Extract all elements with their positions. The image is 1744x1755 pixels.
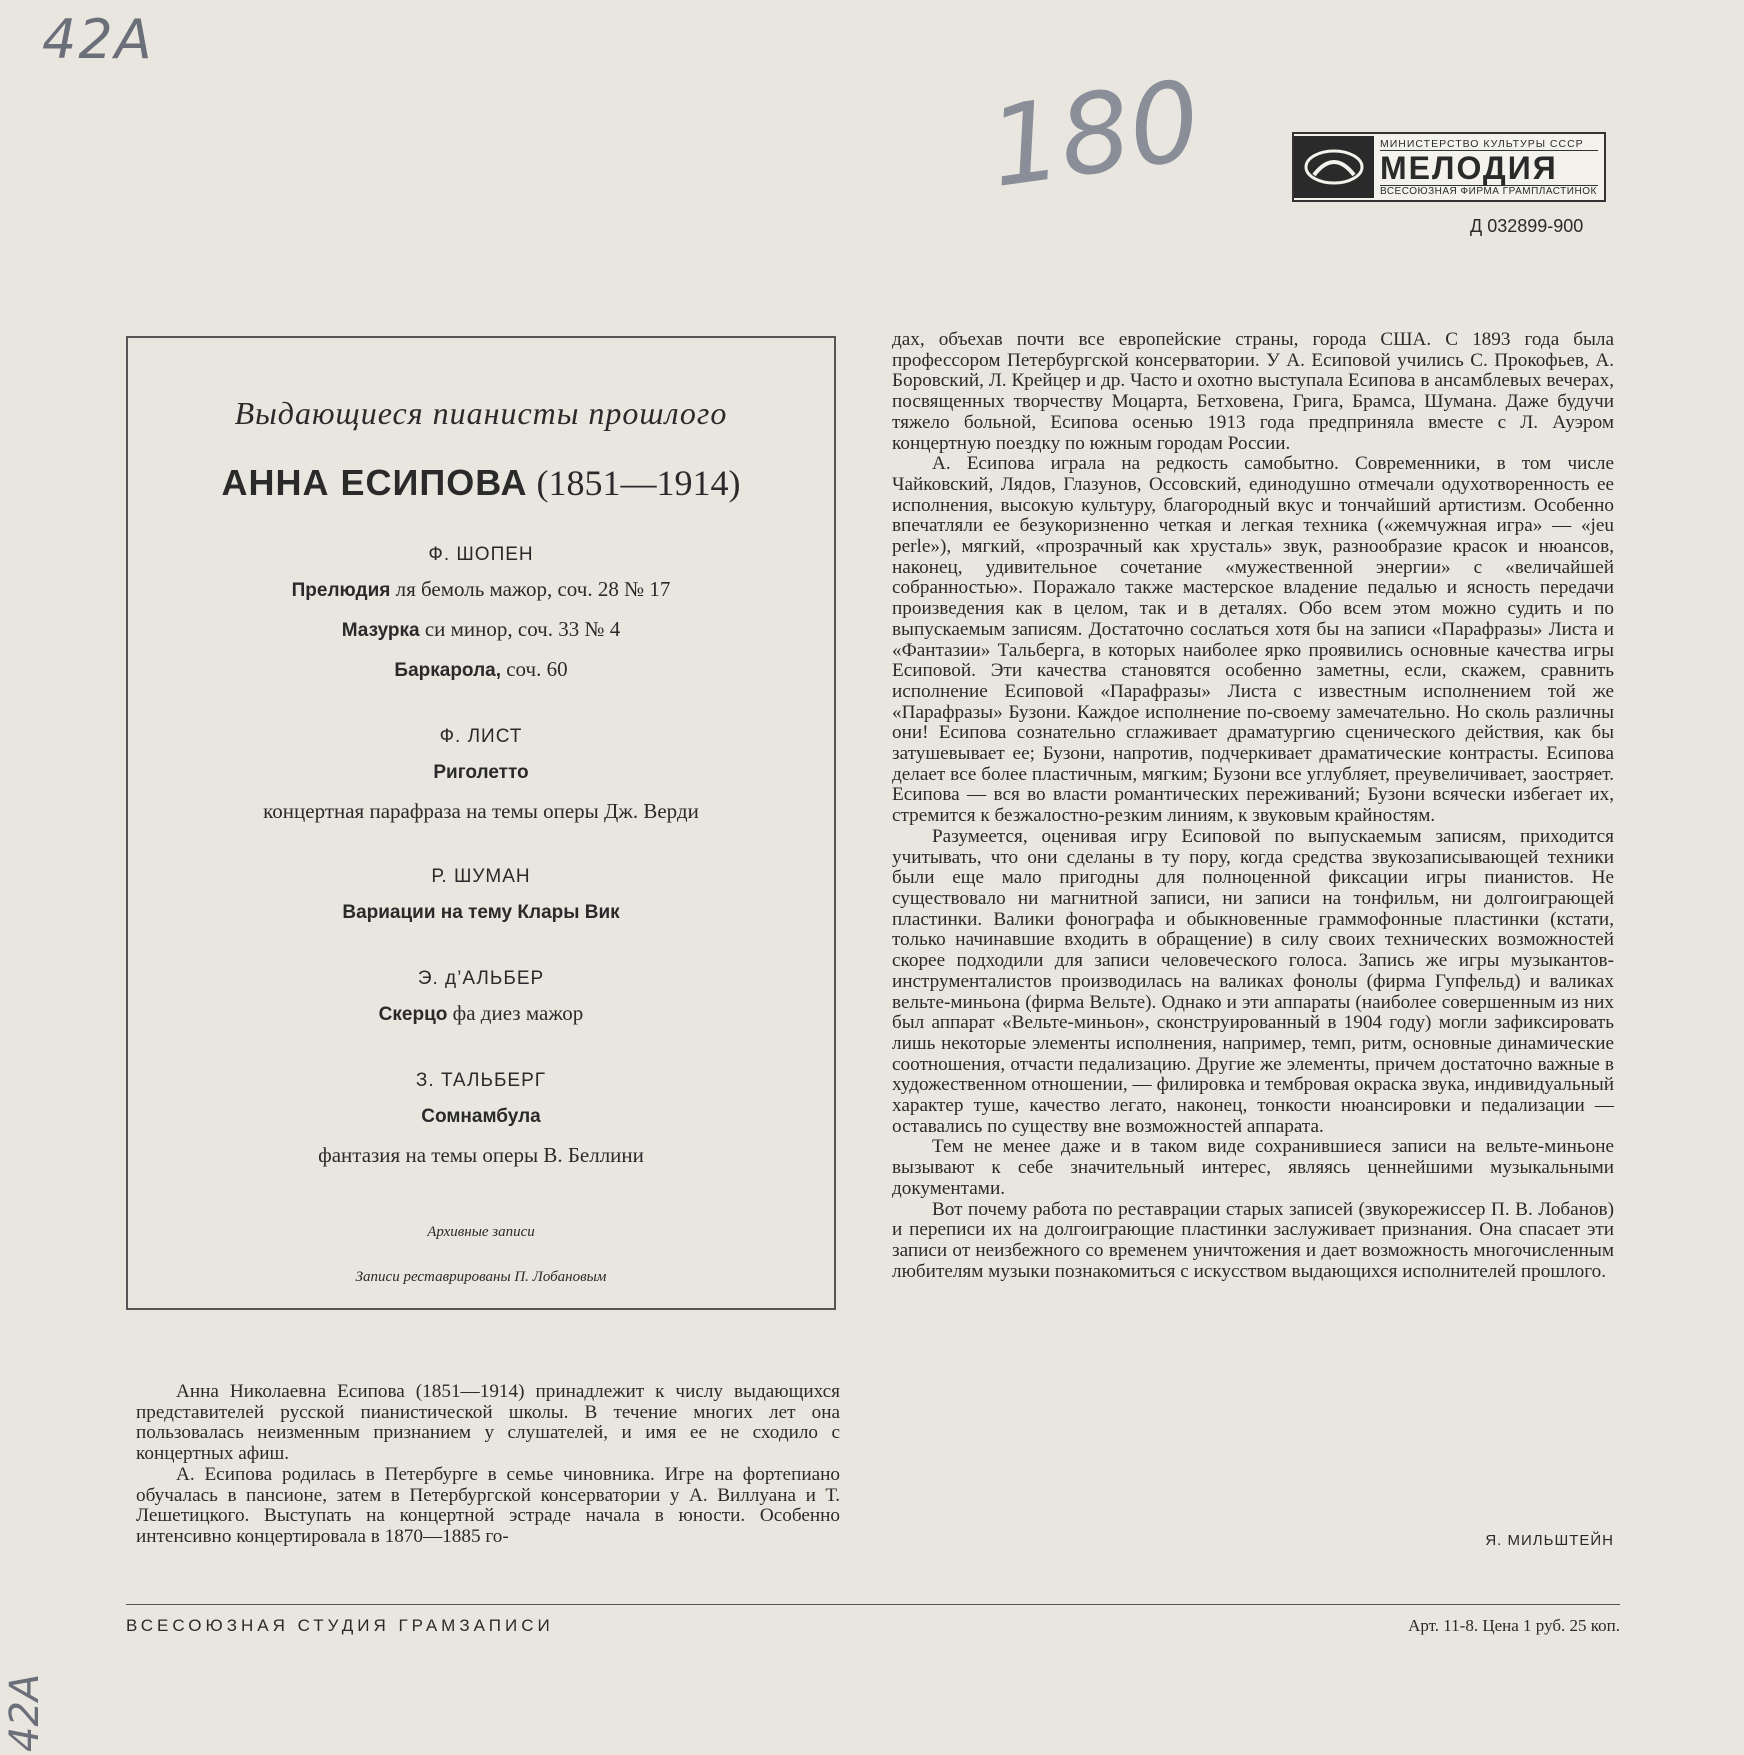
work-title: Мазурка <box>341 620 420 641</box>
handwritten-side-mark: 42A <box>2 1673 48 1752</box>
work-title: Вариации на тему Клары Вик <box>342 902 620 923</box>
record-logo-icon <box>1294 136 1374 198</box>
logo-firm: ВСЕСОЮЗНАЯ ФИРМА ГРАМПЛАСТИНОК <box>1380 185 1597 197</box>
work-detail: фа диез мажор <box>447 1001 584 1025</box>
studio-name: ВСЕСОЮЗНАЯ СТУДИЯ ГРАМЗАПИСИ <box>126 1616 554 1635</box>
work-detail: си минор, соч. 33 № 4 <box>419 617 621 641</box>
work-title: Риголетто <box>433 762 529 783</box>
melodiya-logo <box>1292 132 1606 202</box>
handwritten-number: 180 <box>982 56 1208 212</box>
work-line <box>128 1100 834 1132</box>
tracklist-sections <box>128 544 834 1170</box>
work-detail: ля бемоль мажор, соч. 28 № 17 <box>390 577 671 601</box>
work-line <box>128 1140 834 1170</box>
handwritten-catalog-mark: 42A <box>42 8 154 71</box>
composer-name: Р. ШУМАН <box>431 866 531 887</box>
work-line <box>128 654 834 686</box>
series-title: Выдающиеся пианисты прошлого <box>234 395 728 431</box>
work-line <box>128 574 834 606</box>
paragraph: Вот почему работа по реставрации старых записей (звукорежиссер П. В. Лобанов) и переписи их на долгоиграющие пластинки заслуживает признания. Она спасает эти записи от неизбежного со временем уничтожения и дает возможность многочисленным любителям музыки познакомиться с искусством выдающихся исполнителей прошлого. <box>892 1198 1614 1282</box>
paragraph: Тем не менее даже и в таком виде сохранившиеся записи на вельте-миньоне вызывают к себе значительный интерес, являясь ценнейшими музыкальными документами. <box>892 1136 1614 1199</box>
paragraph: дах, объехав почти все европейские страны, города США. С 1893 года была профессором Петербургской консерватории. У А. Есиповой учились С. Прокофьев, А. Боровский, Л. Крейцер и др. Часто и охотно выступала Есипова в ансамблевых вечерах, посвященных творчеству Моцарта, Бетховена, Грига, Брамса, Шумана. Даже будучи тяжело больной, Есипова осенью 1913 года предприняла вместе с Л. Ауэром концертную поездку по южным городам России. <box>892 329 1614 454</box>
work-line <box>128 614 834 646</box>
composer-name: З. ТАЛЬБЕРГ <box>415 1070 547 1091</box>
work-title: Прелюдия <box>291 580 391 601</box>
composer-name: Э. д’АЛЬБЕР <box>417 968 545 989</box>
paragraph: Анна Николаевна Есипова (1851—1914) принадлежит к числу выдающихся представителей русской пианистической школы. В течение многих лет она пользовалась неизменным признанием у слушателей, и имя ее не сходило с концертных афиш. <box>136 1381 840 1465</box>
logo-brand: МЕЛОДИЯ <box>1380 149 1558 186</box>
work-detail: фантазия на темы оперы В. Беллини <box>318 1143 644 1167</box>
work-title: Баркарола, <box>394 660 501 681</box>
tracklist-box <box>126 336 836 1310</box>
work-line <box>128 756 834 788</box>
composer-name: Ф. ШОПЕН <box>428 544 534 565</box>
footer-divider <box>126 1604 1620 1605</box>
paragraph: Разумеется, оценивая игру Есиповой по выпускаемым записям, приходится учитывать, что они сделаны в ту пору, когда средства звукозаписывающей техники были еще мало пригодны для полноценной фиксации игры пианистов. Не существовало ни магнитной записи, ни записи на тонфильм, ни долгоиграющей пластинки. Валики фонографа и обыкновенные граммофонные пластинки (кстати, только начинавшие входить в обращение) в силу своих технических возможностей скорее подходили для записи человеческого голоса. Запись же игры музыкантов-инструменталистов производилась на валиках фонолы (фирма Гупфельд) и валиках вельте-миньона (фирма Вельте). Однако и эти аппараты (наиболее совершенным из них был аппарат «Вельте-миньон», сконструированный в 1904 году) могли зафиксировать лишь некоторые элементы исполнения, например, темп, ритм, основные динамические соотношения, отчасти педализацию. Другие же элементы, причем достаточно важные в художественном отношении, — филировка и тембровая окраска звука, индивидуальный характер туше, качество легато, наконец, тонкости нюансировки и педализации — оставались по существу вне возможностей аппарата. <box>892 825 1614 1137</box>
archive-note: Архивные записи <box>427 1224 535 1240</box>
paragraph: А. Есипова играла на редкость самобытно. Современники, в том числе Чайковский, Лядов, Глазунов, Оссовский, единодушно отмечали одухотворенность ее исполнения, высокую культуру, благородный вкус и тончайший артистизм. Особенно впечатляли ее безукоризненно четкая и легкая техника («жемчужная игра» — «jeu perle»), мягкий, «прозрачный как хрусталь» звук, разнообразие красок и нюансов, наконец, удивительное сочетание «мужественной энергии» с «величайшей собранностью». Поражало также мастерское владение педалью и ясность передачи произведения как в целом, так и в деталях. Обо всем этом можно судить и по выпускаемым записям. Достаточно сослаться хотя бы на записи «Парафразы» Листа и «Фантазии» Тальберга, в которых наиболее ярко проявились основные качества игры Есиповой. Эти качества становятся особенно заметны, если, скажем, сравнить исполнение Есиповой «Парафразы» Листа с известным исполнением той же «Парафразы» Бузони. Каждое исполнение по-своему замечательно. Но сколь различны они! Есипова сознательно сглаживает драматургию сценического действия, как бы затушевывает ее; Бузони, напротив, подчеркивает драматические контрасты. Есипова делает все более пластичным, мягким; Бузони все углубляет, преувеличивает, заостряет. Есипова — вся во власти романтических переживаний; Бузони всячески избегает их, стремится к безжалостно-резким линиям, к звуковым крайностям. <box>892 453 1614 827</box>
work-line <box>128 998 834 1030</box>
price-line: Арт. 11-8. Цена 1 руб. 25 коп. <box>1408 1616 1620 1635</box>
notes-author: Я. МИЛЬШТЕЙН <box>1485 1532 1614 1549</box>
catalog-number: Д 032899-900 <box>1470 216 1584 236</box>
work-line <box>128 796 834 826</box>
work-title: Сомнамбула <box>421 1106 541 1127</box>
paragraph: А. Есипова родилась в Петербурге в семье чиновника. Игре на фортепиано обучалась в пансионе, затем в Петербургской консерватории у А. Виллуана и Т. Лешетицкого. Выступать на концертной эстраде начала в юности. Особенно интенсивно концертировала в 1870—1885 го- <box>136 1463 840 1547</box>
work-line <box>128 896 834 928</box>
work-detail: соч. 60 <box>500 657 568 681</box>
artist-name: АННА ЕСИПОВА <box>221 462 528 503</box>
artist-years: (1851—1914) <box>536 463 741 503</box>
composer-name: Ф. ЛИСТ <box>439 726 523 747</box>
logo-ministry: МИНИСТЕРСТВО КУЛЬТУРЫ СССР <box>1380 138 1598 151</box>
liner-notes-right <box>892 330 1614 1282</box>
work-detail: концертная парафраза на темы оперы Дж. Верди <box>263 799 699 823</box>
liner-notes-left <box>136 1382 840 1548</box>
restoration-credit: Записи реставрированы П. Лобановым <box>355 1269 607 1285</box>
work-title: Скерцо <box>378 1004 448 1025</box>
album-title <box>128 462 834 504</box>
